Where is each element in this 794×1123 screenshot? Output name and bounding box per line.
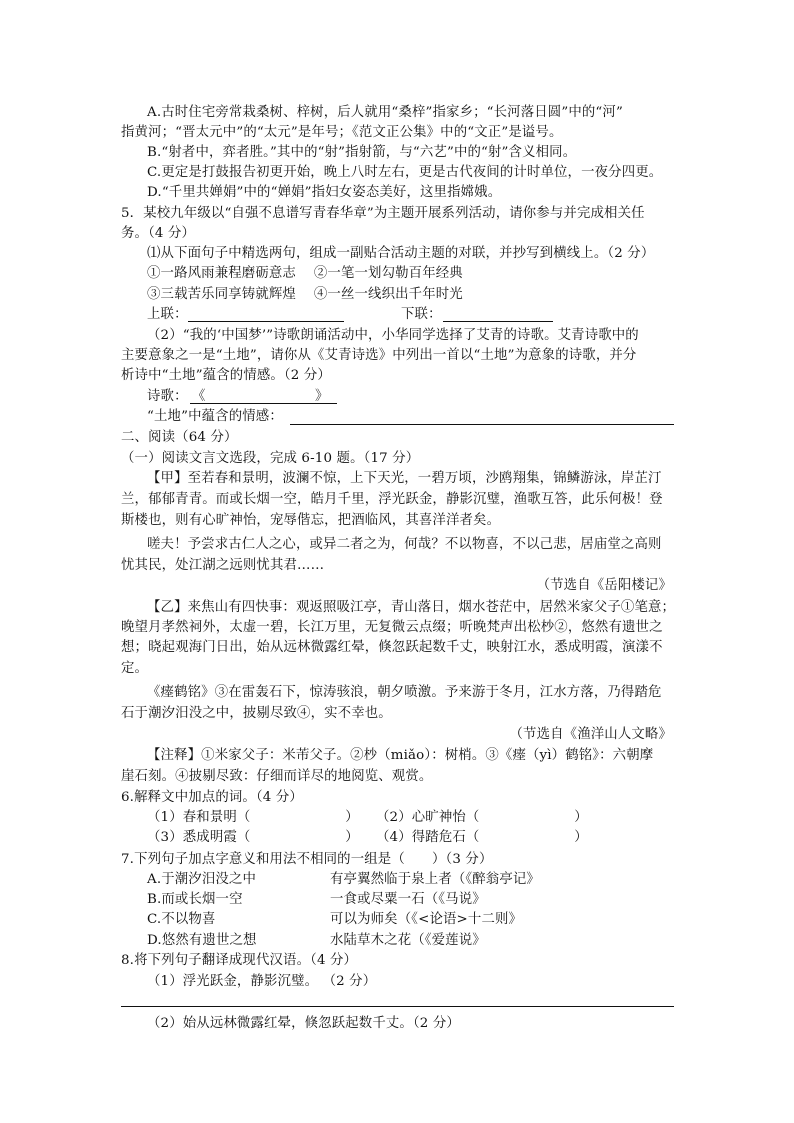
couplet-upper-blank[interactable] — [188, 321, 344, 322]
notes-line1: 【注释】①米家父子：米芾父子。②杪（miǎo）：树梢。③《瘗（yì）鹤铭》：六朝摩 — [147, 748, 654, 763]
text-jia-source: （节选自《岳阳楼记》 — [536, 578, 672, 593]
q5-stem-line1: 5．某校九年级以“自强不息谱写青春华章”为主题开展系列活动，请你参与并完成相关任 — [121, 206, 645, 221]
q6-item4[interactable]: （4）得踏危石（ ） — [376, 830, 588, 845]
text-jia-line5: 忧其民，处江湖之远则忧其君…… — [121, 558, 325, 573]
q5-sub2-line2: 主要意象之一是“土地”，请你从《艾青诗选》中列出一首以“土地”为意象的诗歌，并分 — [121, 348, 637, 363]
q4-option-a-line1: A.古时住宅旁常栽桑树、梓树，后人就用“桑梓”指家乡；“长河落日圆”中的“河” — [147, 105, 623, 120]
poem-label: 诗歌： — [147, 389, 188, 404]
text-yi-line6: 石于潮汐汨没之中，披剔尽致④，实不幸也。 — [121, 706, 392, 721]
q6-item2[interactable]: （2）心旷神怡（ ） — [376, 810, 588, 825]
text-jia-line3: 斯楼也，则有心旷神怡，宠辱偕忘，把酒临风，其喜洋洋者矣。 — [121, 513, 501, 528]
section2-part1-title: （一）阅读文言文选段，完成 6-10 题。（17 分） — [121, 451, 420, 466]
text-yi-line3: 想；晓起观海门日出，始从远林微露红晕，倏忽跃起数千丈，映射江水，悉成明霞，演漾不 — [121, 640, 663, 655]
emotion-label: “土地”中蕴含的情感： — [147, 409, 283, 424]
q7-option-c-right: 可以为师矣（《<论语>十二则》 — [330, 912, 523, 927]
notes-line2: 崖石刻。④披剔尽致：仔细而详尽的地阅览、观赏。 — [121, 769, 433, 784]
q7-option-a-left: A.于潮汐汨没之中 — [147, 872, 257, 887]
q4-option-a-line2: 指黄河；“晋太元中”的“太元”是年号；《范文正公集》中的“文正”是谥号。 — [121, 125, 563, 140]
q7-option-d-right: 水陆草木之花（《爱莲说》 — [330, 933, 486, 948]
q7-option-d-left: D.悠然有遗世之想 — [147, 933, 257, 948]
q6-stem: 6.解释文中加点的词。（4 分） — [121, 790, 303, 805]
q7-stem: 7.下列句子加点字意义和用法不相同的一组是（ ）（3 分） — [121, 852, 493, 867]
poem-close-bracket: 》 — [315, 389, 329, 404]
poem-open-bracket: 《 — [192, 389, 206, 404]
q7-option-b-right: 一食或尽粟一石（《马说》 — [330, 892, 486, 907]
couplet-lower-label: 下联： — [401, 307, 442, 322]
couplet-lower-blank[interactable] — [443, 321, 553, 322]
q8-item1-answer-line[interactable] — [121, 1006, 674, 1007]
emotion-blank[interactable] — [290, 424, 674, 425]
q7-option-b-left: B.而或长烟一空 — [147, 892, 243, 907]
text-yi-source: （节选自《渔洋山人文略》 — [509, 727, 672, 742]
poem-blank[interactable] — [190, 403, 337, 404]
q5-stem-line2: 务。（4 分） — [121, 226, 196, 241]
text-yi-line1: 【乙】来焦山有四快事：观返照吸江亭，青山落日，烟水苍茫中，居然米家父子①笔意； — [147, 600, 676, 615]
q6-item3[interactable]: （3）悉成明霞（ ） — [147, 830, 359, 845]
q6-item1[interactable]: （1）春和景明（ ） — [147, 810, 359, 825]
q5-options-row1: ①一路风雨兼程磨砺意志 ②一笔一划勾勒百年经典 — [147, 266, 463, 281]
text-jia-line4: 嗟夫！予尝求古仁人之心，或异二者之为，何哉？不以物喜，不以己悲，居庙堂之高则 — [147, 537, 662, 552]
q5-sub1: ⑴从下面句子中精选两句，组成一副贴合活动主题的对联，并抄写到横线上。（2 分） — [147, 246, 655, 261]
q7-option-c-left: C.不以物喜 — [147, 912, 216, 927]
text-yi-line2: 晚望月孝然祠外，太虚一碧，长江万里，无复微云点缀；听晚梵声出松杪②，悠然有遗世之 — [121, 620, 663, 635]
q7-option-a-right: 有亭翼然临于泉上者（《醉翁亭记》 — [330, 872, 540, 887]
q5-sub2-line3: 析诗中“土地”蕴含的情感。（2 分） — [121, 368, 331, 383]
q8-item1: （1）浮光跃金，静影沉璧。 （2 分） — [147, 974, 377, 989]
q4-option-c: C.更定是打鼓报告初更开始，晚上八时左右，更是古代夜间的计时单位，一夜分四更。 — [147, 165, 663, 180]
q5-sub2-line1: （2）“我的‘中国梦’”诗歌朗诵活动中，小华同学选择了艾青的诗歌。艾青诗歌中的 — [147, 328, 639, 343]
couplet-upper-label: 上联： — [147, 307, 188, 322]
q4-option-d: D.“千里共婵娟”中的“婵娟”指妇女姿态美好，这里指嫦娥。 — [147, 185, 502, 200]
text-jia-line2: 兰，郁郁青青。而或长烟一空，皓月千里，浮光跃金，静影沉璧，渔歌互答，此乐何极！登 — [121, 492, 663, 507]
q4-option-b: B.“射者中，弈者胜。”其中的“射”指射箭，与“六艺”中的“射”含义相同。 — [147, 145, 577, 160]
text-jia-line1: 【甲】至若春和景明，波澜不惊，上下天光，一碧万顷，沙鸥翔集，锦鳞游泳，岸芷汀 — [147, 471, 662, 486]
q8-stem: 8.将下列句子翻译成现代汉语。（4 分） — [121, 953, 358, 968]
text-yi-line5: 《瘗鹤铭》③在雷轰石下，惊涛骇浪，朝夕喷激。予来游于冬月，江水方落，乃得踏危 — [147, 685, 662, 700]
q5-options-row2: ③三载苦乐同享铸就辉煌 ④一丝一线织出千年时光 — [147, 287, 463, 302]
text-yi-line4: 定。 — [121, 661, 149, 676]
section2-title: 二、阅读（64 分） — [121, 430, 238, 445]
q8-item2: （2）始从远林微露红晕，倏忽跃起数千丈。（2 分） — [147, 1016, 460, 1031]
